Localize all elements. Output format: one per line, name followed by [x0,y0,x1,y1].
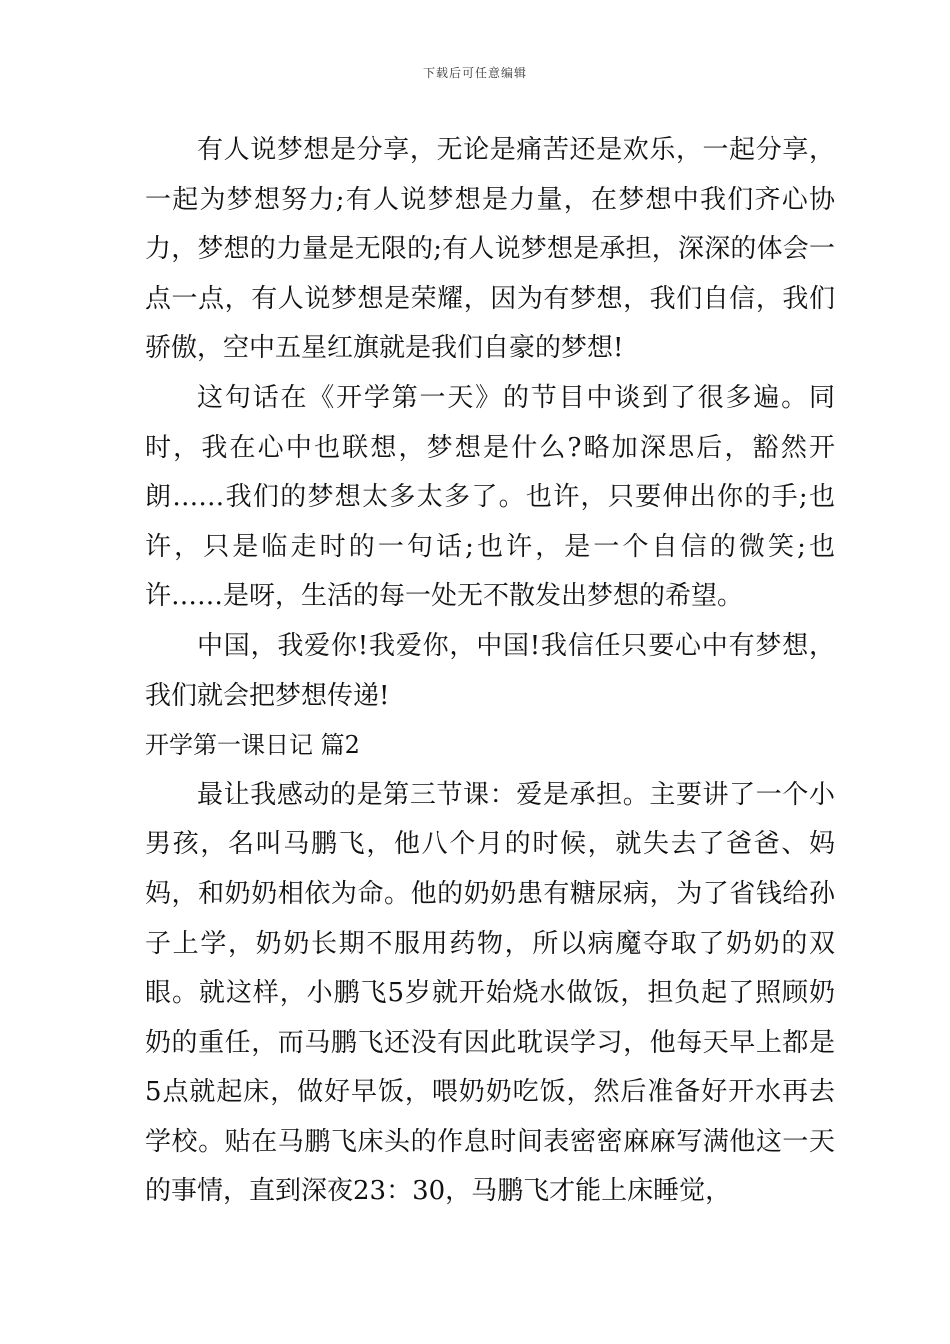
section-title: 开学第一课日记 篇2 [145,731,360,760]
header-note: 下载后可任意编辑 [422,66,527,80]
paragraph-third-lesson: 最让我感动的是第三节课：爱是承担。主要讲了一个小男孩，名叫马鹏飞，他八个月的时候，就失去了爸爸、妈妈，和奶奶相依为命。他的奶奶患有糖尿病，为了省钱给孙子上学，奶奶长期不服用药物，所以病魔夺取了奶奶的双眼。就这样，小鹏飞5岁就开始烧水做饭，担负起了照顾奶奶的重任，而马鹏飞还没有因此耽误学习，他每天早上都是5点就起床，做好早饭，喂奶奶吃饭，然后准备好开水再去学校。贴在马鹏飞床头的作息时间表密密麻麻写满他这一天的事情，直到深夜23：30，马鹏飞才能上床睡觉， [145,779,835,1207]
paragraph-program: 这句话在《开学第一天》的节目中谈到了很多遍。同时，我在心中也联想，梦想是什么?略加深思后，豁然开朗……我们的梦想太多太多了。也许，只要伸出你的手;也许，只是临走时的一句话;也许，是一个自信的微笑;也许……是呀，生活的每一处无不散发出梦想的希望。 [145,382,835,612]
document-body [145,126,835,1217]
paragraph-dreams: 有人说梦想是分享，无论是痛苦还是欢乐，一起分享，一起为梦想努力;有人说梦想是力量，在梦想中我们齐心协力，梦想的力量是无限的;有人说梦想是承担，深深的体会一点一点，有人说梦想是荣耀，因为有梦想，我们自信，我们骄傲，空中五星红旗就是我们自豪的梦想! [145,135,835,364]
paragraph-china: 中国，我爱你!我爱你，中国!我信任只要心中有梦想，我们就会把梦想传递! [145,630,835,711]
